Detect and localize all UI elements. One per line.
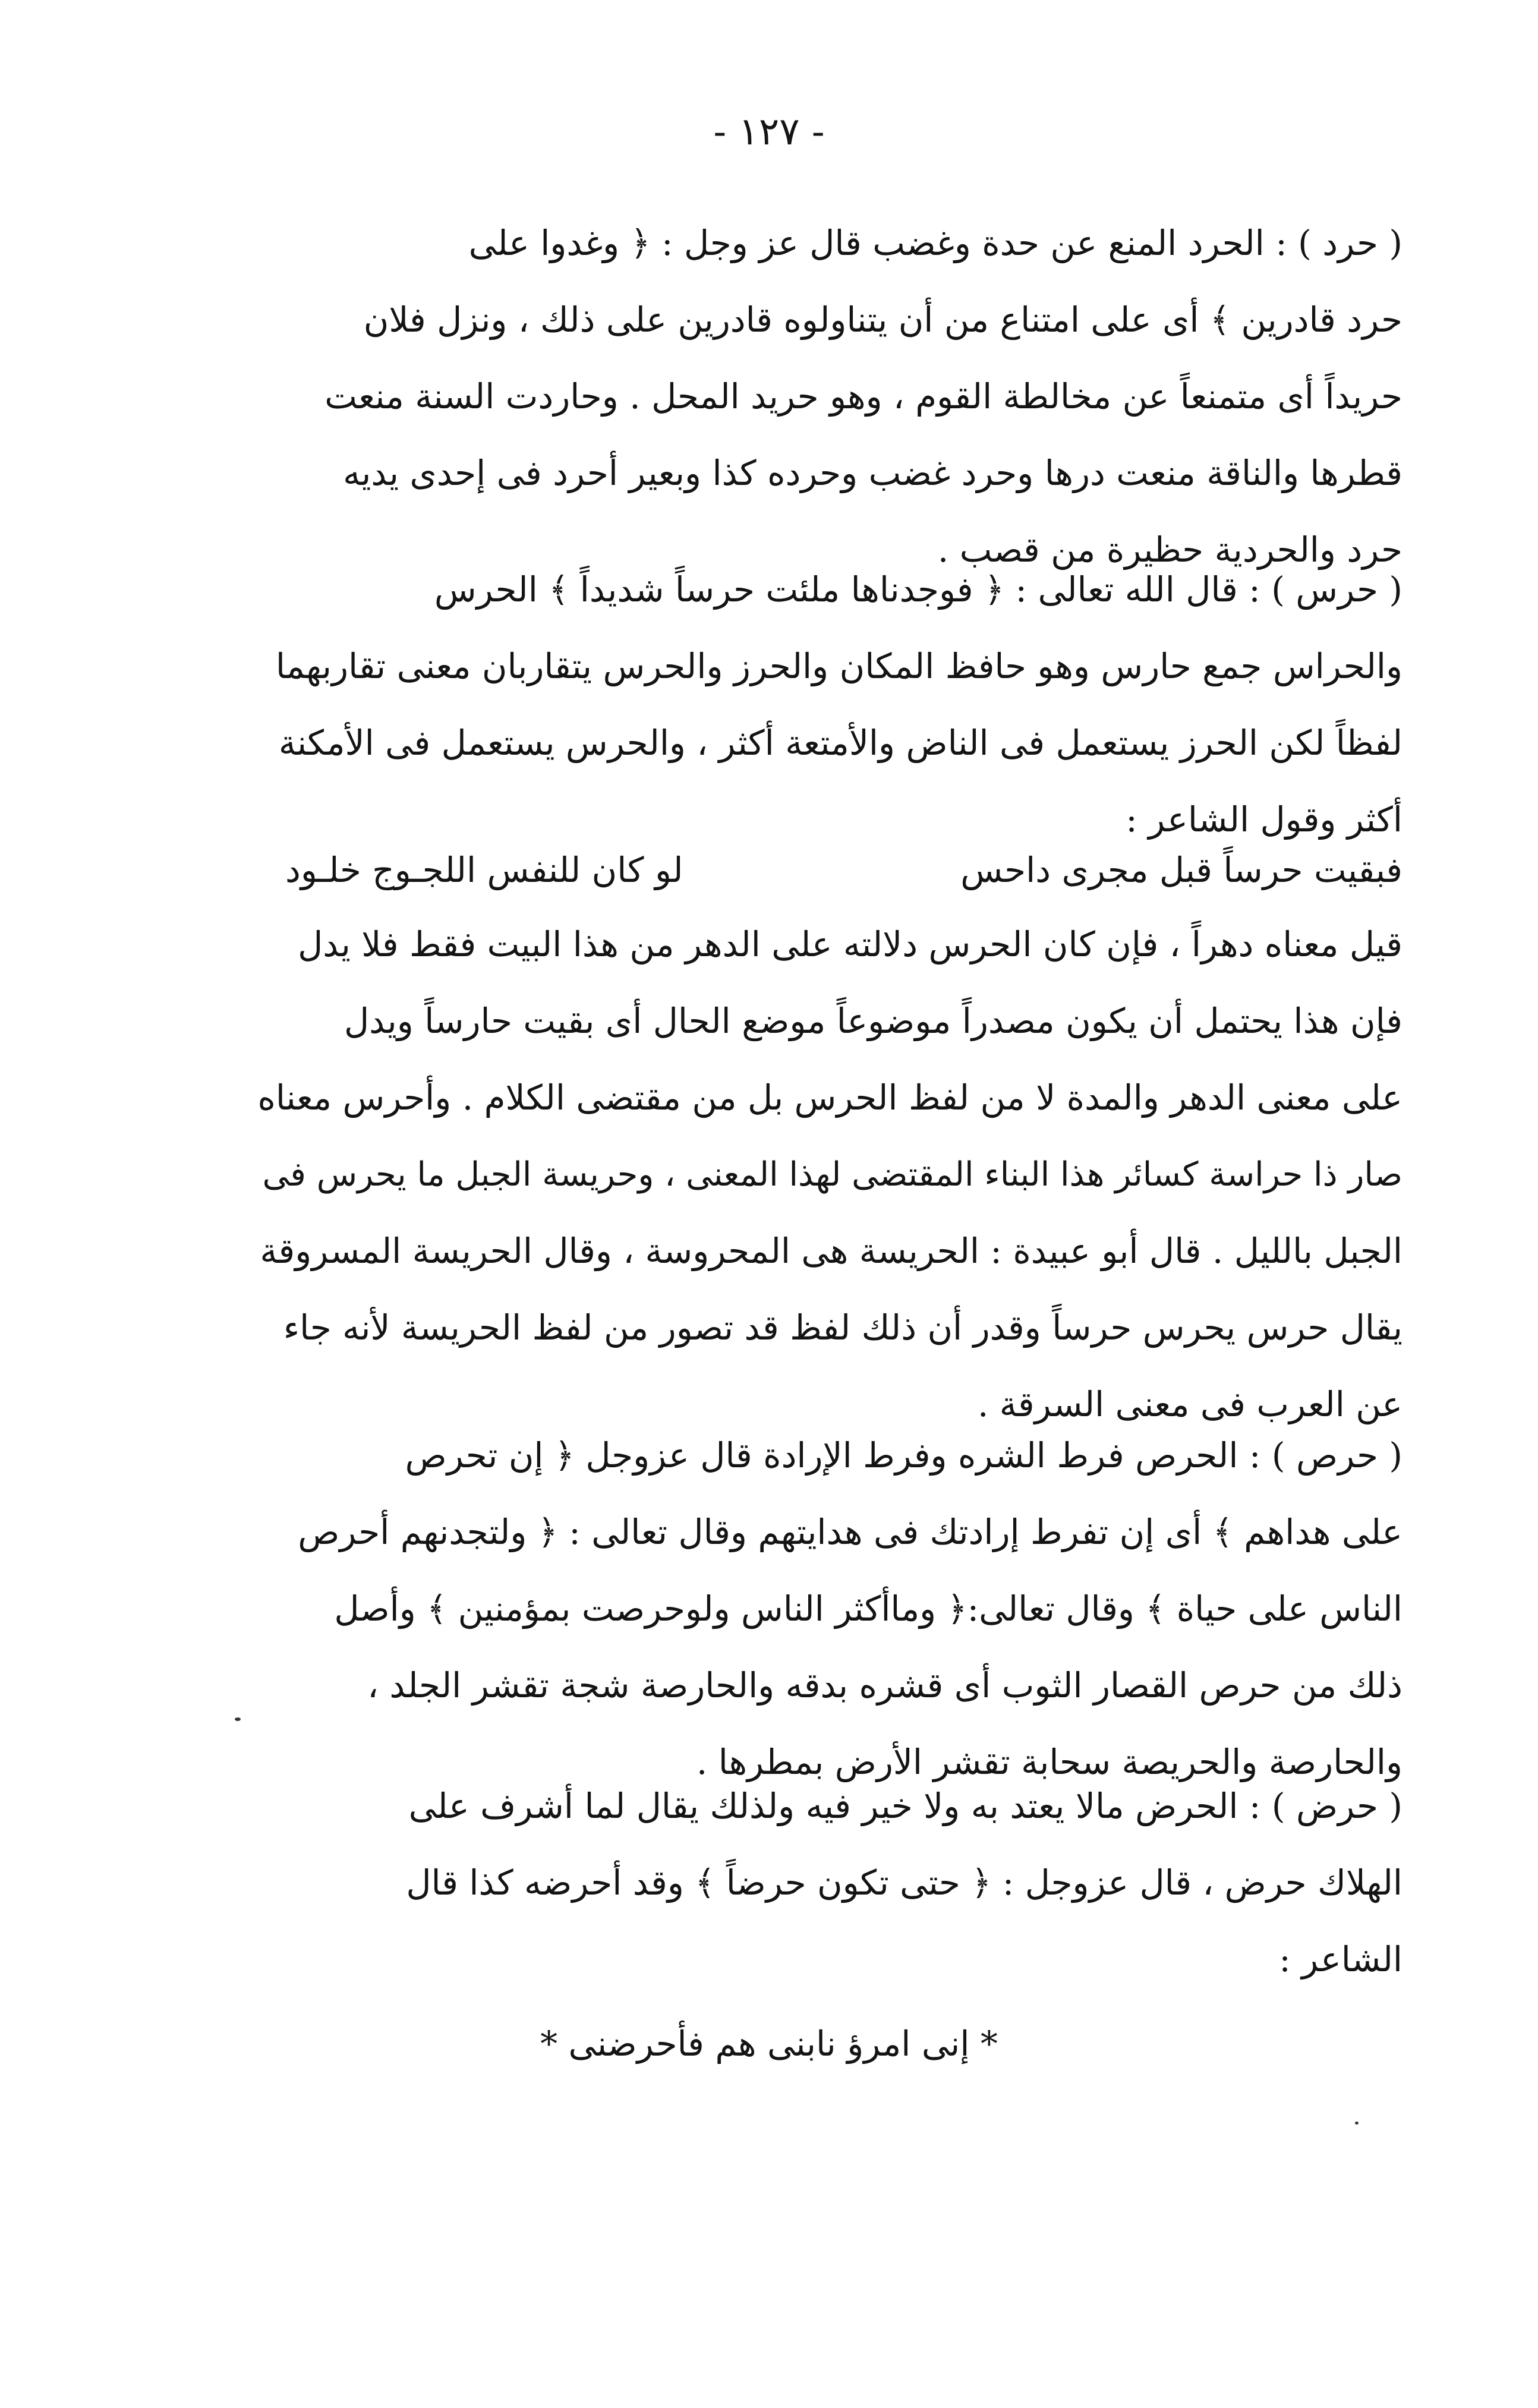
entry-harad2-line-2: الهلاك حرض ، قال عزوجل : ﴿ حتى تكون حرضاً ﴾ وقد أحرضه كذا قال (406, 1862, 1403, 1903)
entry-haras-line-2: والحراس جمع حارس وهو حافظ المكان والحرز والحرس يتقاربان معنى تقاربهما (275, 646, 1403, 686)
entry-haras-after-line-6: يقال حرس يحرس حرساً وقدر أن ذلك لفظ قد تصور من لفظ الحريسة لأنه جاء (283, 1307, 1403, 1348)
scan-speck (1355, 2122, 1359, 2125)
verse-second-hemistich: لو كان للنفس اللجـوج خلـود (285, 850, 683, 890)
entry-haras-line-3: لفظاً لكن الحرز يستعمل فى الناض والأمتعة أكثر ، والحرس يستعمل فى الأمكنة (278, 723, 1403, 763)
poetry-verse-harad: * إنى امرؤ نابنى هم فأحرضنى * (540, 2024, 998, 2064)
entry-haras-line-1: ( حرس ) : قال الله تعالى : ﴿ فوجدناها ملئت حرساً شديداً ﴾ الحرس (434, 569, 1403, 610)
entry-harad-line-5: حرد والحردية حظيرة من قصب . (937, 529, 1403, 570)
entry-harad2-line-1: ( حرض ) : الحرض مالا يعتد به ولا خير فيه ولذلك يقال لما أشرف على (408, 1786, 1403, 1826)
page-number: - ١٢٧ - (713, 110, 825, 154)
entry-harad-line-4: قطرها والناقة منعت درها وحرد غضب وحرده كذا وبعير أحرد فى إحدى يديه (343, 453, 1403, 493)
entry-haras2-line-4: ذلك من حرص القصار الثوب أى قشره بدقه والحارصة شجة تقشر الجلد ، (367, 1665, 1403, 1706)
entry-haras-continued (250, 906, 1403, 1443)
entry-haras2-line-2: على هداهم ﴾ أى إن تفرط إرادتك فى هدايتهم وقال تعالى : ﴿ ولتجدنهم أحرص (298, 1512, 1403, 1552)
entry-harad2 (250, 1768, 1403, 1998)
entry-haras-after-line-1: قيل معناه دهراً ، فإن كان الحرس دلالته على الدهر من هذا البيت فقط فلا يدل (298, 924, 1403, 965)
entry-haras2-line-5: والحارصة والحريصة سحابة تقشر الأرض بمطرها . (696, 1742, 1403, 1782)
poetry-verse-haras (285, 832, 1403, 909)
entry-haras-after-line-4: صار ذا حراسة كسائر هذا البناء المقتضى لهذا المعنى ، وحريسة الجبل ما يحرس فى (262, 1155, 1403, 1194)
entry-harad2-line-3: الشاعر : (1279, 1939, 1403, 1980)
entry-haras2 (250, 1417, 1403, 1801)
entry-haras-line-4: أكثر وقول الشاعر : (1126, 799, 1403, 840)
verse-first-hemistich: فبقيت حرساً قبل مجرى داحس (960, 850, 1403, 890)
entry-haras2-line-1: ( حرص ) : الحرص فرط الشره وفرط الإرادة قال عزوجل ﴿ إن تحرص (405, 1435, 1403, 1476)
entry-harad-line-2: حرد قادرين ﴾ أى على امتناع من أن يتناولوه قادرين على ذلك ، ونزل فلان (363, 300, 1403, 340)
entry-harad-line-3: حريداً أى متمنعاً عن مخالطة القوم ، وهو حريد المحل . وحاردت السنة منعت (324, 376, 1403, 417)
entry-harad (250, 205, 1403, 588)
entry-harad-line-1: ( حرد ) : الحرد المنع عن حدة وغضب قال عز وجل : ﴿ وغدوا على (468, 223, 1403, 263)
entry-haras-after-line-5: الجبل بالليل . قال أبو عبيدة : الحريسة هى المحروسة ، وقال الحريسة المسروقة (260, 1231, 1403, 1271)
entry-haras-after-line-7: عن العرب فى معنى السرقة . (977, 1384, 1403, 1424)
entry-haras-after-line-2: فإن هذا يحتمل أن يكون مصدراً موضوعاً موضع الحال أى بقيت حارساً ويدل (344, 1001, 1403, 1041)
entry-haras2-line-3: الناس على حياة ﴾ وقال تعالى:﴿ وماأكثر الناس ولوحرصت بمؤمنين ﴾ وأصل (334, 1588, 1403, 1629)
entry-haras-after-line-3: على معنى الدهر والمدة لا من لفظ الحرس بل من مقتضى الكلام . وأحرس معناه (257, 1077, 1403, 1118)
scan-speck (235, 1717, 241, 1721)
entry-haras (250, 551, 1403, 858)
